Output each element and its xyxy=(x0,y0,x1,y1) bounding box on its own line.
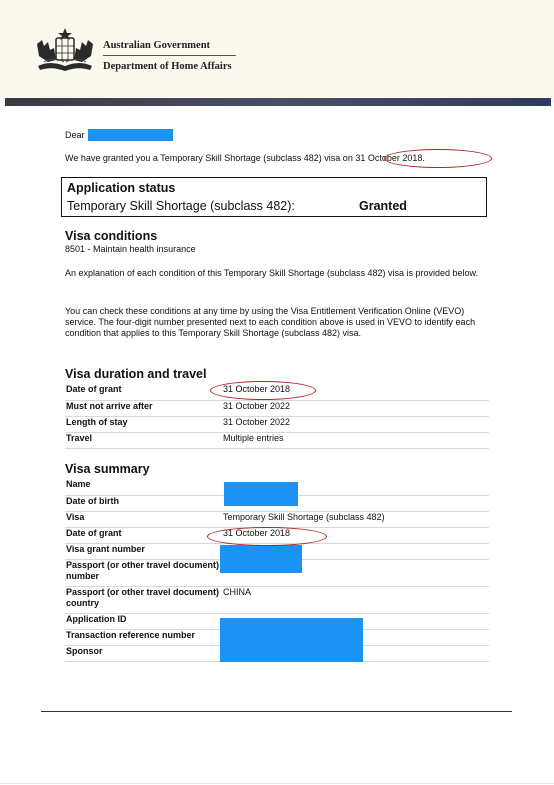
visa-duration-heading: Visa duration and travel xyxy=(65,367,207,381)
row-value: CHINA xyxy=(222,586,489,613)
visa-conditions-heading: Visa conditions xyxy=(65,229,158,243)
vevo-explanation: You can check these conditions at any time by using the Visa Entitlement Verification Online (VEVO) service. The four-digit number presented next to each condition above is used in VEVO to identify each condition that applies to this Temporary Skill Shortage (subclass 482) visa. xyxy=(65,306,476,338)
row-label: Name xyxy=(65,479,222,495)
row-value: Multiple entries xyxy=(222,432,489,448)
letterhead-rule xyxy=(103,55,236,56)
row-label: Sponsor xyxy=(65,645,222,661)
table-row xyxy=(65,586,489,613)
highlight-ellipse xyxy=(210,381,316,400)
redaction-application xyxy=(220,618,363,662)
government-name: Australian Government xyxy=(103,40,211,51)
department-name: Department of Home Affairs xyxy=(103,61,232,72)
application-status-visa: Temporary Skill Shortage (subclass 482): xyxy=(67,199,295,213)
row-label: Passport (or other travel document) number xyxy=(65,559,222,586)
grant-intro: We have granted you a Temporary Skill Shortage (subclass 482) visa on 31 October 2018. xyxy=(65,153,425,163)
row-label: Visa xyxy=(65,511,222,527)
row-label: Transaction reference number xyxy=(65,629,222,645)
row-label: Date of grant xyxy=(65,527,222,543)
row-value: Temporary Skill Shortage (subclass 482) xyxy=(222,511,489,527)
redaction-name xyxy=(88,129,173,141)
table-row xyxy=(65,511,489,527)
highlight-ellipse xyxy=(207,527,327,546)
row-value: 31 October 2022 xyxy=(222,416,489,432)
coat-of-arms-icon xyxy=(34,26,96,74)
table-row xyxy=(65,416,489,432)
row-label: Application ID xyxy=(65,613,222,629)
conditions-explanation: An explanation of each condition of this Temporary Skill Shortage (subclass 482) visa is provided below. xyxy=(65,268,479,278)
visa-condition-item: 8501 - Maintain health insurance xyxy=(65,244,196,254)
row-value: 31 October 2018 xyxy=(222,527,489,543)
salutation: Dear xyxy=(65,130,85,140)
page-edge xyxy=(0,783,554,784)
row-value: 31 October 2022 xyxy=(222,400,489,416)
table-row xyxy=(65,400,489,416)
application-status-value: Granted xyxy=(359,199,407,213)
row-label: Date of grant xyxy=(65,384,222,400)
application-status-title: Application status xyxy=(67,181,176,195)
highlight-ellipse xyxy=(384,149,492,168)
application-status-box xyxy=(61,177,487,217)
row-label: Visa grant number xyxy=(65,543,222,559)
row-label: Passport (or other travel document) country xyxy=(65,586,222,613)
row-label: Date of birth xyxy=(65,495,222,511)
redaction-grant-passport xyxy=(220,545,302,573)
visa-summary-heading: Visa summary xyxy=(65,462,150,476)
row-label: Travel xyxy=(65,432,222,448)
header-bar xyxy=(5,98,551,106)
row-label: Must not arrive after xyxy=(65,400,222,416)
table-row xyxy=(65,432,489,448)
redaction-name-dob xyxy=(224,482,298,506)
footer-rule xyxy=(41,711,512,712)
row-value: 31 October 2018 xyxy=(222,384,489,400)
row-label: Length of stay xyxy=(65,416,222,432)
